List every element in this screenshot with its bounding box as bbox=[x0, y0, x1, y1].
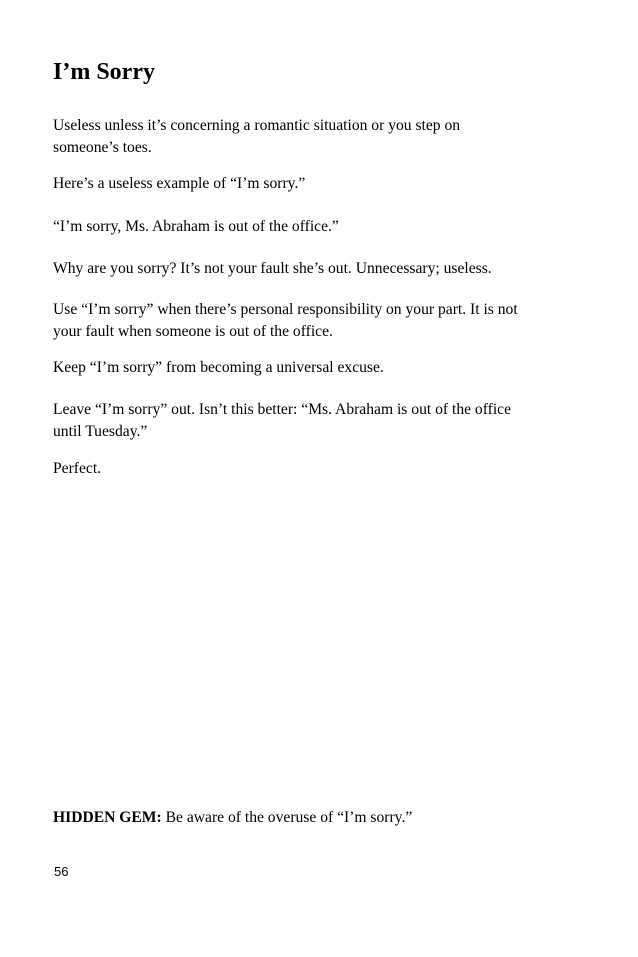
paragraph-why-sorry bbox=[53, 258, 593, 280]
paragraph-example-intro bbox=[53, 173, 593, 195]
paragraph-useless bbox=[53, 115, 593, 159]
paragraph-line: someone’s toes. bbox=[53, 139, 152, 156]
hidden-gem-note bbox=[53, 807, 593, 829]
paragraph-leave-out bbox=[53, 399, 593, 443]
page-title: I’m Sorry bbox=[53, 59, 155, 85]
page-number: 56 bbox=[54, 864, 69, 879]
paragraph-responsibility bbox=[53, 299, 593, 343]
paragraph-line: Perfect. bbox=[53, 460, 102, 477]
paragraph-line: Here’s a useless example of “I’m sorry.” bbox=[53, 175, 306, 192]
paragraph-line: Keep “I’m sorry” from becoming a universal excuse. bbox=[53, 359, 384, 376]
paragraph-line: your fault when someone is out of the office. bbox=[53, 323, 333, 340]
paragraph-line: Useless unless it’s concerning a romantic situation or you step on bbox=[53, 117, 461, 134]
paragraph-line: Use “I’m sorry” when there’s personal responsibility on your part. It is not bbox=[53, 301, 518, 318]
paragraph-example-quote bbox=[53, 216, 593, 238]
paragraph-line: Why are you sorry? It’s not your fault she’s out. Unnecessary; useless. bbox=[53, 260, 492, 277]
paragraph-line: “I’m sorry, Ms. Abraham is out of the office.” bbox=[53, 218, 339, 235]
paragraph-universal-excuse bbox=[53, 357, 593, 379]
hidden-gem-label: HIDDEN GEM: bbox=[53, 809, 162, 826]
paragraph-line: Leave “I’m sorry” out. Isn’t this better: “Ms. Abraham is out of the office bbox=[53, 401, 512, 418]
paragraph-line: until Tuesday.” bbox=[53, 423, 148, 440]
paragraph-perfect bbox=[53, 458, 593, 480]
hidden-gem-text: Be aware of the overuse of “I’m sorry.” bbox=[161, 809, 413, 826]
